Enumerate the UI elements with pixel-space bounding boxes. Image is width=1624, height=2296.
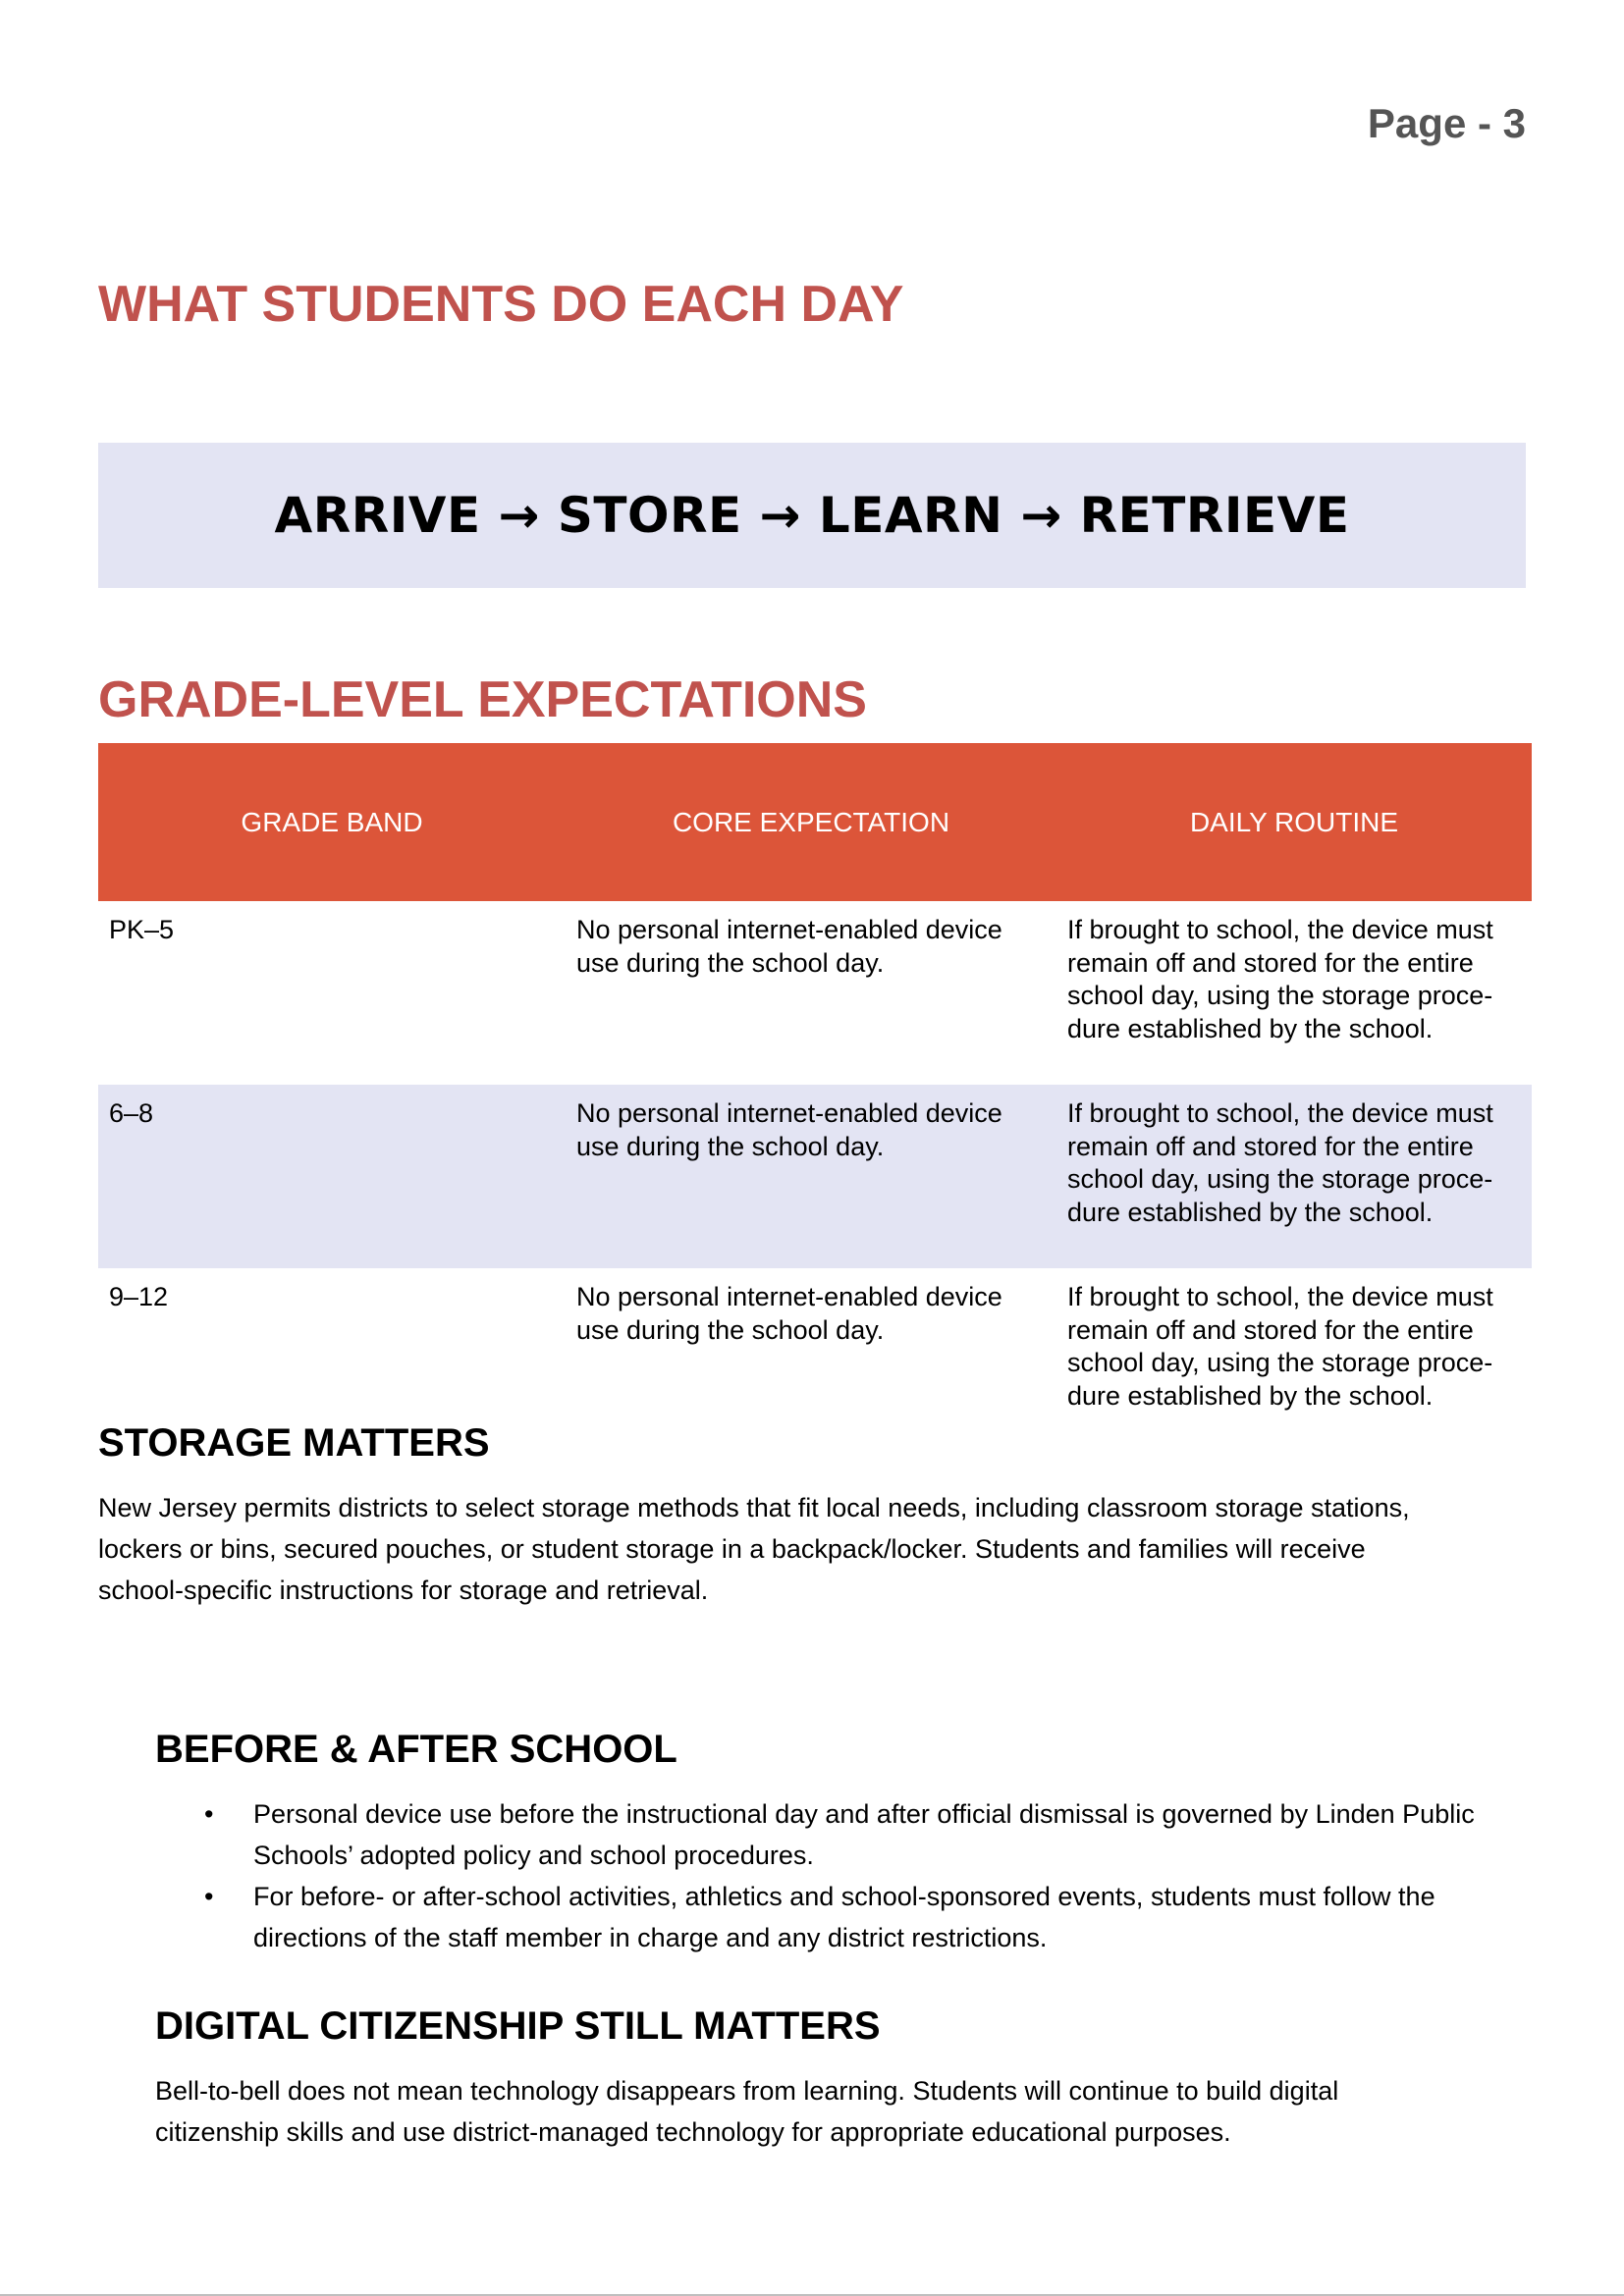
daily-routine-cell: If brought to school, the device must remain off and stored for the entire school day, using the storage proce-dure established by the school.: [1067, 1282, 1493, 1411]
section-title-citizenship: DIGITAL CITIZENSHIP STILL MATTERS: [155, 2004, 881, 2048]
column-header-core-expectation: CORE EXPECTATION: [672, 806, 950, 837]
daily-routine-cell: If brought to school, the device must remain off and stored for the entire school day, using the storage proce-dure established by the school.: [1067, 915, 1493, 1043]
section-title-before-after: BEFORE & AFTER SCHOOL: [155, 1728, 677, 1771]
daily-steps-text: ARRIVE → STORE → LEARN → RETRIEVE: [274, 487, 1350, 544]
section-title-daily: WHAT STUDENTS DO EACH DAY: [98, 276, 904, 333]
daily-routine-cell: If brought to school, the device must remain off and stored for the entire school day, using the storage proce-dure established by the school.: [1067, 1098, 1493, 1227]
bullet-icon: •: [204, 1799, 214, 1829]
section-title-grade: GRADE-LEVEL EXPECTATIONS: [98, 671, 867, 728]
list-item: [155, 1876, 1510, 1958]
list-item-text: Personal device use before the instructional day and after official dismissal is governed by Linden Public Schools’ adopted policy and school procedures.: [253, 1799, 1475, 1870]
list-item-text: For before- or after-school activities, athletics and school-sponsored events, students must follow the directions of the staff member in charge and any district restrictions.: [253, 1882, 1435, 1952]
citizenship-paragraph: Bell-to-bell does not mean technology disappears from learning. Students will continue to build digital citizenship skills and use district-managed technology for appropriate educational purposes.: [155, 2076, 1339, 2147]
table-row: [98, 1085, 1532, 1268]
core-expectation-cell: No personal internet-enabled device use during the school day.: [576, 1098, 1002, 1161]
table-row: [98, 901, 1532, 1085]
bullet-icon: •: [204, 1882, 214, 1911]
grade-band-cell: 9–12: [109, 1282, 169, 1311]
list-item: [155, 1793, 1510, 1876]
column-header-daily-routine: DAILY ROUTINE: [1189, 806, 1399, 837]
table-header: [98, 743, 1532, 901]
grade-band-cell: PK–5: [109, 915, 175, 944]
core-expectation-cell: No personal internet-enabled device use during the school day.: [576, 1282, 1002, 1345]
daily-steps-banner: [98, 443, 1526, 588]
section-title-storage: STORAGE MATTERS: [98, 1421, 490, 1465]
grade-band-cell: 6–8: [109, 1098, 154, 1128]
storage-paragraph: New Jersey permits districts to select storage methods that fit local needs, including classroom storage stations, lockers or bins, secured pouches, or student storage in a backpack/locker. Students and families will receive school-specific instructions for storage and retrieval.: [98, 1493, 1410, 1605]
column-header-grade-band: GRADE BAND: [241, 806, 423, 837]
core-expectation-cell: No personal internet-enabled device use during the school day.: [576, 915, 1002, 978]
grade-expectations-table: [98, 743, 1532, 1452]
page-number: Page - 3: [1367, 100, 1526, 146]
before-after-list: [155, 1793, 1510, 1958]
